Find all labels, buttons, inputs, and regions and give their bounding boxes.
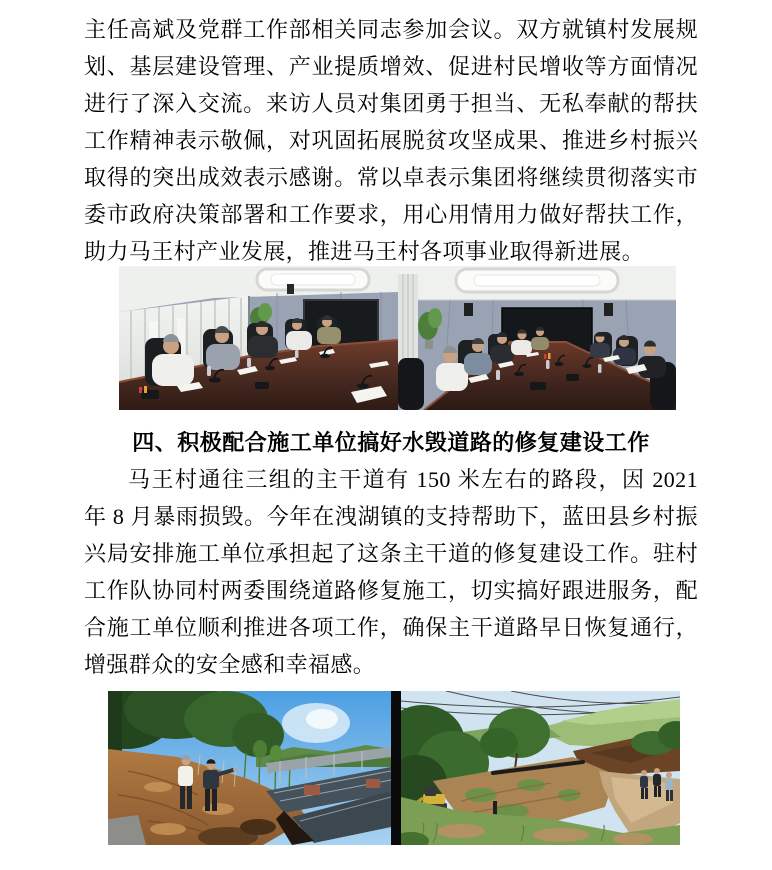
meeting-room-right-illustration [398,266,676,410]
road-damage-right-illustration [401,691,680,845]
road-damage-left-illustration [108,691,391,845]
road-damage-photo-left [108,691,391,845]
meeting-room-photo-left [119,266,398,410]
paragraph-road-repair: 马王村通往三组的主干道有 150 米左右的路段，因 2021 年 8 月暴雨损毁。今年在洩湖镇的支持帮助下，蓝田县乡村振兴局安排施工单位承担起了这条主干道的修复建设工作。驻村工作队协同村两委围绕道路修复施工，切实搞好跟进服务，配合施工单位顺利推进各项工作，确保主干道路早日恢复通行，增强群众的安全感和幸福感。 [84,467,698,677]
meeting-room-left-illustration [119,266,398,410]
road-damage-photo-right [401,691,680,845]
meeting-room-photo-right [398,266,676,410]
photo-divider [391,691,401,845]
paragraph-meeting-summary: 主任高斌及党群工作部相关同志参加会议。双方就镇村发展规划、基层建设管理、产业提质增效、促进村民增收等方面情况进行了深入交流。来访人员对集团勇于担当、无私奉献的帮扶工作精神表示敬佩，对巩固拓展脱贫攻坚成果、推进乡村振兴取得的突出成效表示感谢。常以卓表示集团将继续贯彻落实市委市政府决策部署和工作要求，用心用情用力做好帮扶工作，助力马王村产业发展，推进马王村各项事业取得新进展。 [84,17,698,264]
section-heading: 四、积极配合施工单位搞好水毁道路的修复建设工作 [132,430,650,455]
